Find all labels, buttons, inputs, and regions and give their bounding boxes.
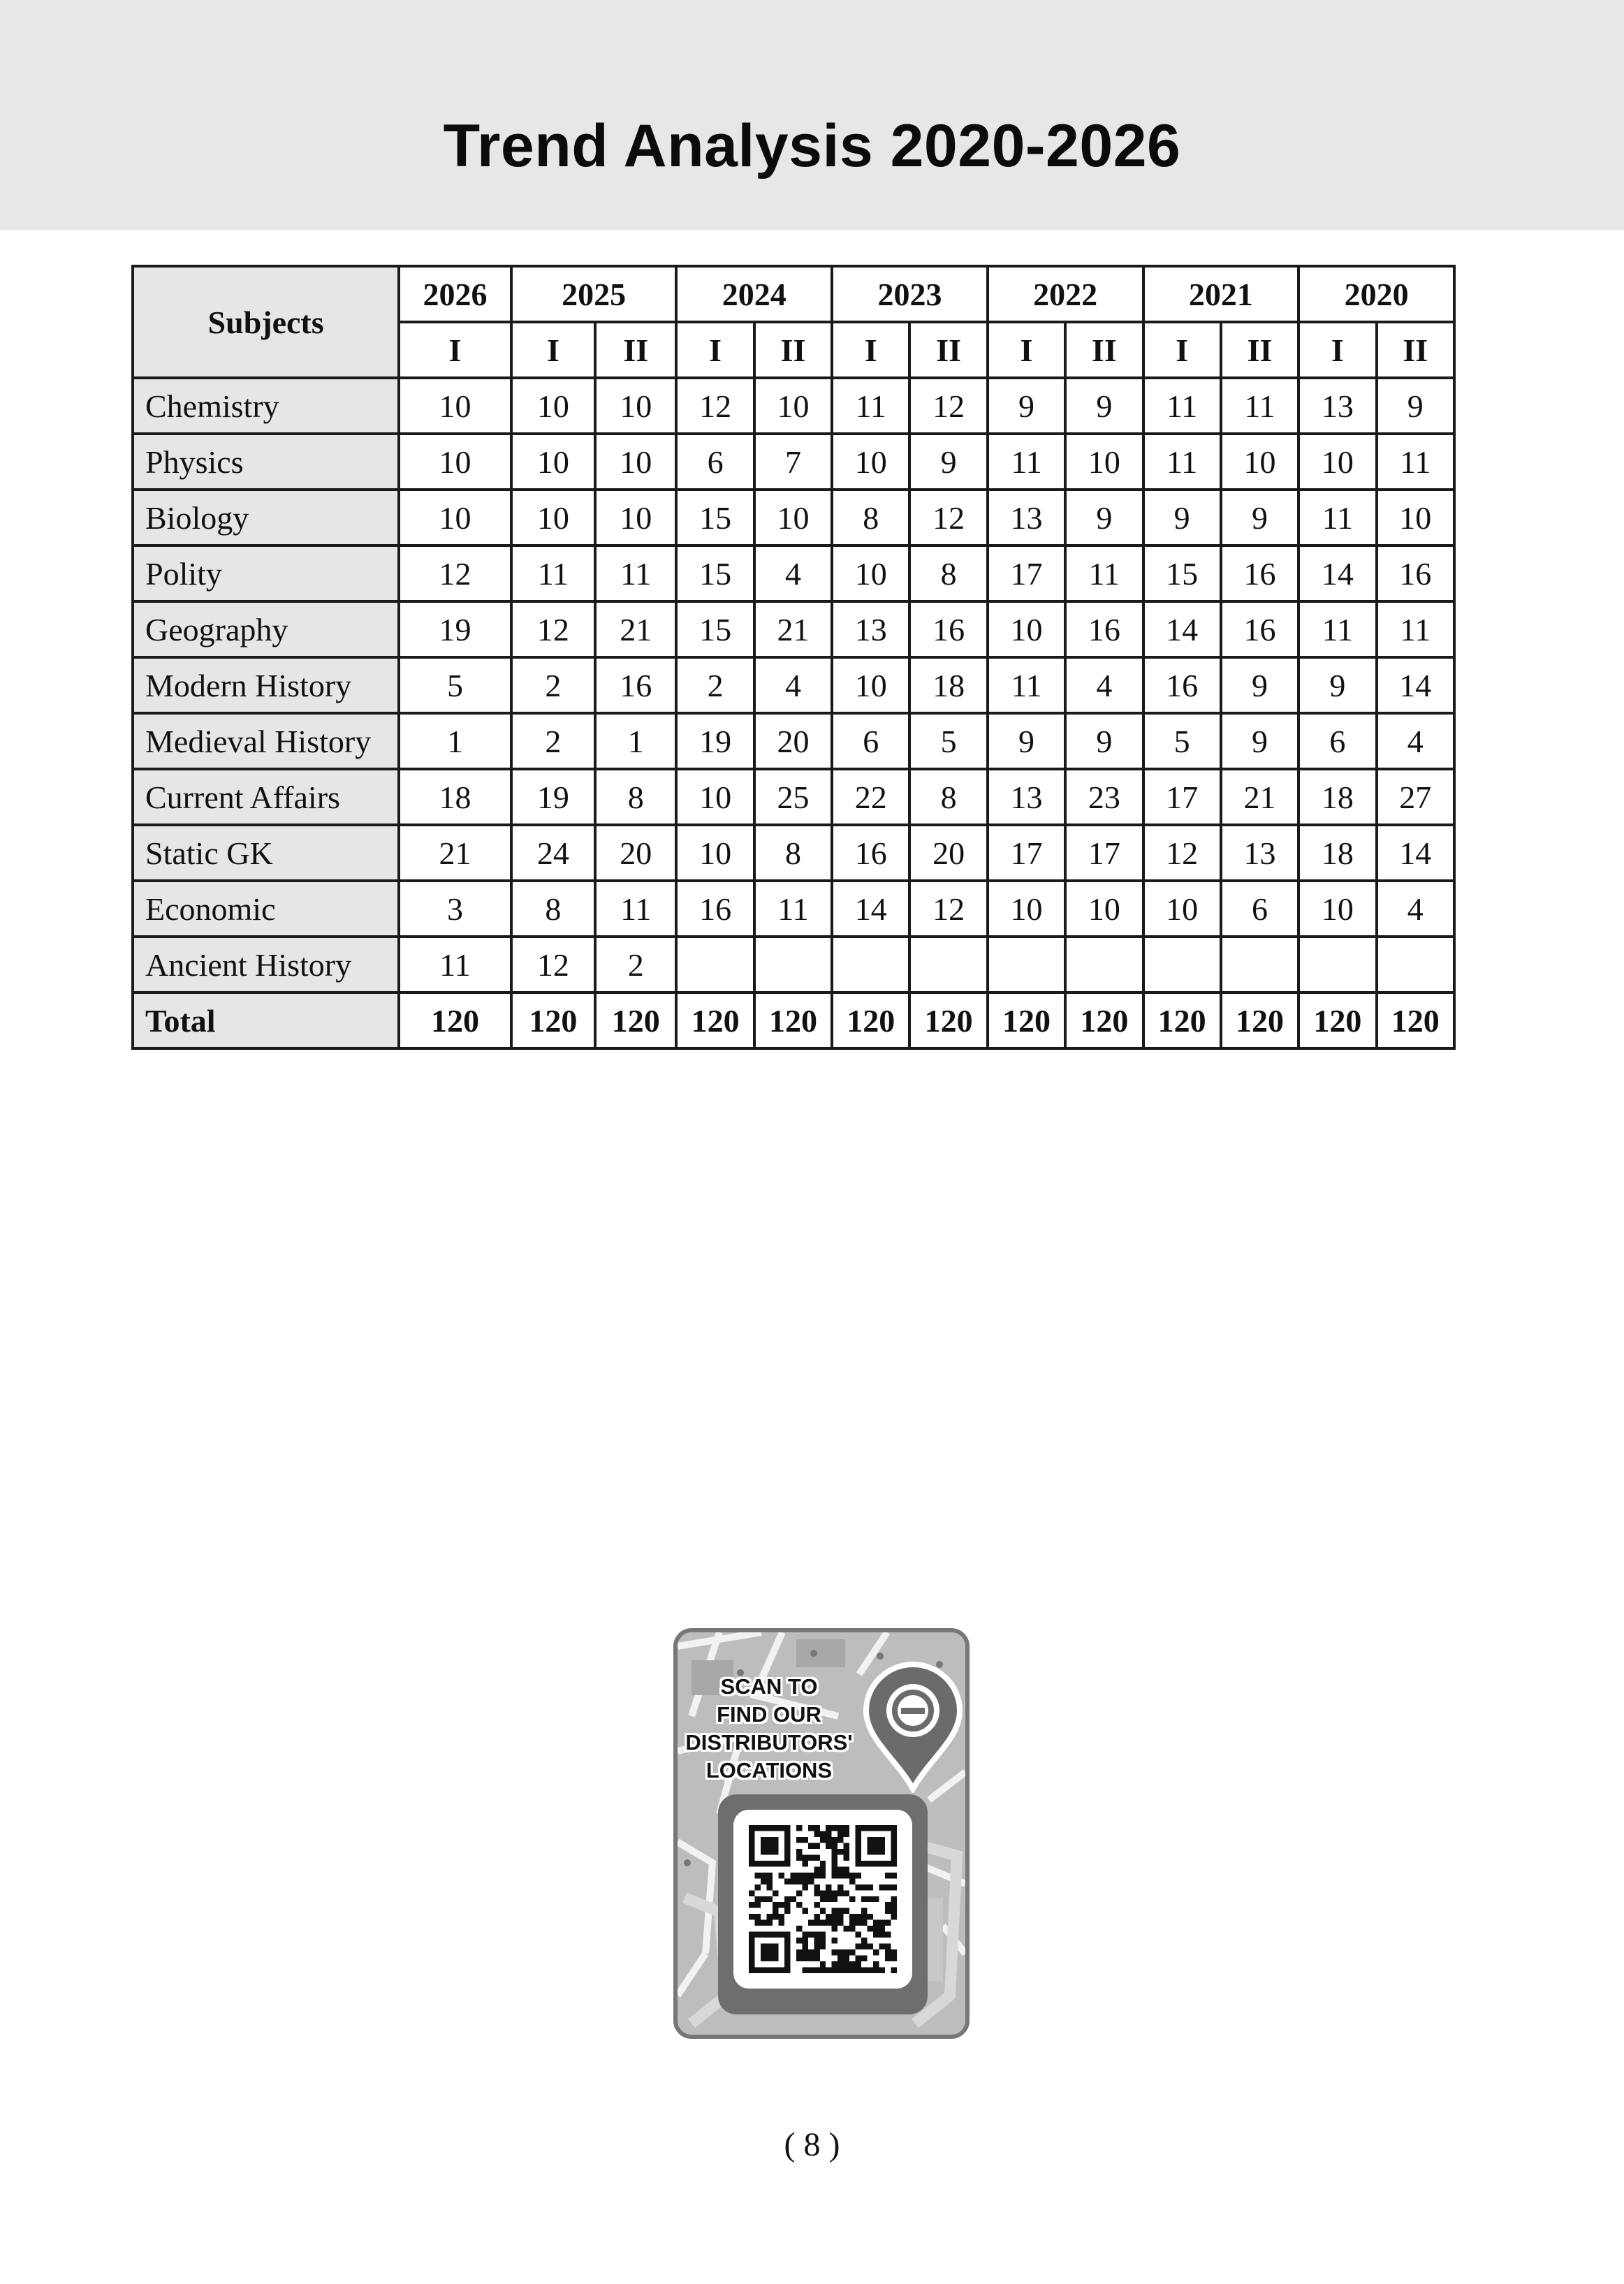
value-cell: 10 (1377, 490, 1454, 546)
value-cell: 12 (676, 378, 754, 434)
total-cell: 120 (676, 993, 754, 1048)
value-cell: 10 (595, 490, 676, 546)
total-cell: 120 (988, 993, 1065, 1048)
value-cell: 27 (1377, 769, 1454, 825)
value-cell: 11 (988, 434, 1065, 490)
qr-frame (718, 1794, 928, 2014)
value-cell: 9 (988, 713, 1065, 769)
value-cell: 22 (832, 769, 909, 825)
value-cell: 15 (676, 546, 754, 601)
trend-table (131, 265, 1456, 1050)
value-cell: 14 (1377, 825, 1454, 881)
scan-instruction (682, 1673, 856, 1785)
value-cell: 18 (1299, 769, 1376, 825)
value-cell: 21 (754, 601, 832, 657)
value-cell: 16 (1221, 546, 1299, 601)
value-cell: 16 (595, 657, 676, 713)
value-cell: 8 (511, 881, 595, 937)
table-row (133, 881, 1454, 937)
subject-cell: Physics (133, 434, 399, 490)
paper-header: I (1299, 322, 1376, 378)
value-cell: 13 (1221, 825, 1299, 881)
total-cell: 120 (1221, 993, 1299, 1048)
paper-header: I (1143, 322, 1221, 378)
value-cell: 4 (1377, 713, 1454, 769)
value-cell: 5 (909, 713, 987, 769)
value-cell: 9 (988, 378, 1065, 434)
value-cell: 17 (988, 825, 1065, 881)
value-cell: 10 (595, 378, 676, 434)
paper-header: I (676, 322, 754, 378)
table-row (133, 546, 1454, 601)
table-row (133, 434, 1454, 490)
value-cell: 12 (909, 378, 987, 434)
value-cell: 16 (1143, 657, 1221, 713)
table-header (133, 266, 1454, 378)
value-cell: 8 (832, 490, 909, 546)
subject-cell: Current Affairs (133, 769, 399, 825)
paper-header: II (1221, 322, 1299, 378)
value-cell: 3 (399, 881, 511, 937)
value-cell: 9 (1065, 490, 1143, 546)
total-cell: 120 (511, 993, 595, 1048)
paper-header: I (399, 322, 511, 378)
value-cell: 8 (595, 769, 676, 825)
paper-header: I (988, 322, 1065, 378)
value-cell: 10 (511, 434, 595, 490)
value-cell: 11 (988, 657, 1065, 713)
value-cell: 11 (511, 546, 595, 601)
value-cell: 13 (832, 601, 909, 657)
value-cell: 5 (399, 657, 511, 713)
value-cell: 10 (399, 490, 511, 546)
value-cell: 12 (511, 601, 595, 657)
subject-cell: Economic (133, 881, 399, 937)
scan-line-4: LOCATIONS (705, 1758, 833, 1782)
subject-cell: Static GK (133, 825, 399, 881)
table-body (133, 378, 1454, 1048)
subject-cell: Biology (133, 490, 399, 546)
value-cell: 11 (1221, 378, 1299, 434)
distributor-qr-card[interactable] (673, 1628, 970, 2039)
table-row (133, 713, 1454, 769)
paper-header: II (1065, 322, 1143, 378)
table-row (133, 825, 1454, 881)
value-cell (676, 937, 754, 993)
value-cell: 11 (399, 937, 511, 993)
value-cell: 12 (511, 937, 595, 993)
value-cell (1065, 937, 1143, 993)
value-cell: 5 (1143, 713, 1221, 769)
value-cell: 8 (754, 825, 832, 881)
value-cell: 10 (1299, 434, 1376, 490)
value-cell: 13 (988, 490, 1065, 546)
total-cell: 120 (909, 993, 987, 1048)
value-cell: 10 (832, 434, 909, 490)
page-title: Trend Analysis 2020-2026 (443, 112, 1181, 180)
value-cell: 14 (1299, 546, 1376, 601)
value-cell: 11 (1377, 434, 1454, 490)
subject-cell: Geography (133, 601, 399, 657)
value-cell: 11 (832, 378, 909, 434)
table-row (133, 378, 1454, 434)
value-cell: 9 (1065, 713, 1143, 769)
value-cell: 2 (595, 937, 676, 993)
value-cell: 14 (1143, 601, 1221, 657)
value-cell: 9 (909, 434, 987, 490)
value-cell: 4 (754, 546, 832, 601)
total-label: Total (133, 993, 399, 1048)
value-cell: 9 (1299, 657, 1376, 713)
table-row (133, 937, 1454, 993)
value-cell: 17 (1065, 825, 1143, 881)
year-header: 2022 (988, 266, 1143, 322)
value-cell: 9 (1377, 378, 1454, 434)
value-cell: 4 (1377, 881, 1454, 937)
value-cell: 11 (1377, 601, 1454, 657)
subject-cell: Ancient History (133, 937, 399, 993)
value-cell: 12 (909, 881, 987, 937)
year-header-row (133, 266, 1454, 322)
value-cell: 17 (1143, 769, 1221, 825)
value-cell: 18 (399, 769, 511, 825)
value-cell: 18 (1299, 825, 1376, 881)
value-cell: 9 (1143, 490, 1221, 546)
year-header: 2025 (511, 266, 677, 322)
value-cell: 10 (832, 546, 909, 601)
year-header: 2023 (832, 266, 988, 322)
value-cell: 15 (676, 601, 754, 657)
value-cell: 10 (832, 657, 909, 713)
table-row (133, 769, 1454, 825)
value-cell: 21 (595, 601, 676, 657)
value-cell: 6 (1221, 881, 1299, 937)
value-cell (1377, 937, 1454, 993)
year-header: 2021 (1143, 266, 1299, 322)
value-cell: 24 (511, 825, 595, 881)
value-cell (832, 937, 909, 993)
paper-header: I (511, 322, 595, 378)
value-cell: 4 (1065, 657, 1143, 713)
value-cell: 11 (595, 546, 676, 601)
paper-header: I (832, 322, 909, 378)
value-cell: 11 (595, 881, 676, 937)
value-cell: 15 (676, 490, 754, 546)
value-cell: 9 (1221, 657, 1299, 713)
table-row (133, 601, 1454, 657)
value-cell: 10 (511, 490, 595, 546)
subject-cell: Medieval History (133, 713, 399, 769)
table-row (133, 490, 1454, 546)
value-cell (1143, 937, 1221, 993)
total-cell: 120 (754, 993, 832, 1048)
year-header: 2026 (399, 266, 511, 322)
value-cell: 10 (988, 601, 1065, 657)
value-cell: 10 (595, 434, 676, 490)
value-cell: 10 (676, 825, 754, 881)
subject-cell: Polity (133, 546, 399, 601)
paper-header: II (909, 322, 987, 378)
value-cell (1221, 937, 1299, 993)
value-cell: 18 (909, 657, 987, 713)
total-cell: 120 (595, 993, 676, 1048)
subject-cell: Chemistry (133, 378, 399, 434)
year-header: 2020 (1299, 266, 1454, 322)
value-cell: 14 (832, 881, 909, 937)
value-cell: 2 (676, 657, 754, 713)
scan-line-1: SCAN TO (720, 1674, 818, 1699)
value-cell: 20 (595, 825, 676, 881)
value-cell: 10 (399, 378, 511, 434)
subjects-header: Subjects (133, 266, 399, 378)
value-cell: 9 (1065, 378, 1143, 434)
value-cell: 2 (511, 713, 595, 769)
scan-line-2: FIND OUR (717, 1702, 821, 1727)
value-cell: 16 (1065, 601, 1143, 657)
value-cell: 16 (1221, 601, 1299, 657)
value-cell: 10 (754, 490, 832, 546)
value-cell: 19 (511, 769, 595, 825)
paper-header: II (595, 322, 676, 378)
qr-code[interactable] (749, 1825, 897, 1973)
value-cell (1299, 937, 1376, 993)
value-cell: 10 (1065, 881, 1143, 937)
value-cell: 13 (988, 769, 1065, 825)
value-cell: 15 (1143, 546, 1221, 601)
value-cell: 16 (676, 881, 754, 937)
value-cell: 4 (754, 657, 832, 713)
value-cell: 20 (754, 713, 832, 769)
value-cell: 1 (595, 713, 676, 769)
value-cell: 12 (909, 490, 987, 546)
value-cell: 11 (1143, 378, 1221, 434)
value-cell: 10 (511, 378, 595, 434)
total-cell: 120 (832, 993, 909, 1048)
value-cell: 1 (399, 713, 511, 769)
value-cell: 10 (399, 434, 511, 490)
value-cell: 10 (754, 378, 832, 434)
paper-header: II (1377, 322, 1454, 378)
value-cell: 20 (909, 825, 987, 881)
value-cell: 11 (1299, 601, 1376, 657)
value-cell: 11 (754, 881, 832, 937)
total-cell: 120 (1299, 993, 1376, 1048)
subject-cell: Modern History (133, 657, 399, 713)
paper-header: II (754, 322, 832, 378)
value-cell: 11 (1143, 434, 1221, 490)
total-cell: 120 (1143, 993, 1221, 1048)
value-cell: 11 (1299, 490, 1376, 546)
value-cell: 23 (1065, 769, 1143, 825)
value-cell: 8 (909, 769, 987, 825)
value-cell: 10 (1143, 881, 1221, 937)
value-cell (909, 937, 987, 993)
value-cell: 2 (511, 657, 595, 713)
value-cell: 6 (676, 434, 754, 490)
total-cell: 120 (399, 993, 511, 1048)
value-cell: 13 (1299, 378, 1376, 434)
value-cell: 11 (1065, 546, 1143, 601)
value-cell: 17 (988, 546, 1065, 601)
total-cell: 120 (1065, 993, 1143, 1048)
value-cell: 10 (1065, 434, 1143, 490)
table-row (133, 657, 1454, 713)
value-cell: 10 (1299, 881, 1376, 937)
value-cell: 12 (1143, 825, 1221, 881)
value-cell: 16 (832, 825, 909, 881)
value-cell: 21 (399, 825, 511, 881)
qr-panel (733, 1810, 912, 1989)
scan-line-3: DISTRIBUTORS' (685, 1730, 853, 1755)
value-cell: 14 (1377, 657, 1454, 713)
value-cell: 19 (399, 601, 511, 657)
value-cell: 19 (676, 713, 754, 769)
value-cell: 6 (1299, 713, 1376, 769)
value-cell: 16 (909, 601, 987, 657)
map-pin-icon (861, 1660, 965, 1793)
year-header: 2024 (676, 266, 832, 322)
value-cell: 12 (399, 546, 511, 601)
total-cell: 120 (1377, 993, 1454, 1048)
value-cell: 16 (1377, 546, 1454, 601)
value-cell: 9 (1221, 713, 1299, 769)
value-cell (988, 937, 1065, 993)
value-cell: 8 (909, 546, 987, 601)
value-cell: 10 (676, 769, 754, 825)
value-cell: 25 (754, 769, 832, 825)
value-cell: 7 (754, 434, 832, 490)
value-cell: 21 (1221, 769, 1299, 825)
page-number: ( 8 ) (784, 2126, 840, 2163)
value-cell: 10 (1221, 434, 1299, 490)
value-cell: 6 (832, 713, 909, 769)
value-cell (754, 937, 832, 993)
value-cell: 9 (1221, 490, 1299, 546)
value-cell: 10 (988, 881, 1065, 937)
total-row (133, 993, 1454, 1048)
